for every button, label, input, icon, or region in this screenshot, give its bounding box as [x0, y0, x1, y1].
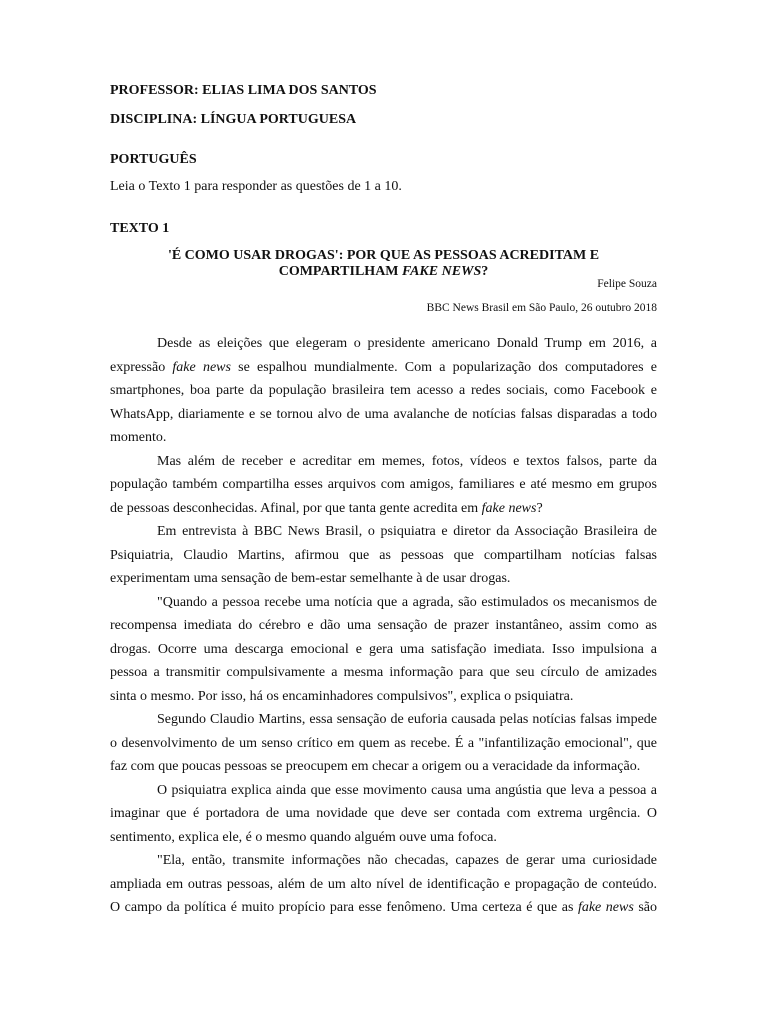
article-paragraph — [110, 591, 657, 709]
paragraph-line — [110, 896, 657, 920]
line-italic-text: fake news — [172, 359, 231, 375]
line-italic-text: fake news — [577, 900, 634, 915]
author-byline: Felipe Souza — [597, 278, 657, 290]
paragraph-line — [110, 450, 657, 474]
paragraph-line — [110, 732, 657, 756]
instruction-text: Leia o Texto 1 para responder as questões de 1 a 10. — [110, 179, 402, 194]
line-text: O campo da política é muito propício para esse fenômeno. Uma certeza é que as — [110, 900, 578, 915]
title-text: COMPARTILHAM — [278, 264, 403, 279]
line-text: população também compartilha esses arquivos com amigos, familiares e até mesmo em grupos — [110, 477, 657, 492]
line-text: ampliada em outras pessoas, além de um alto nível de identificação e propagação de conteúdo. — [110, 876, 657, 892]
paragraph-line — [110, 591, 657, 615]
line-text: ? — [536, 500, 543, 516]
article-paragraph — [110, 708, 657, 779]
section-heading: PORTUGUÊS — [110, 152, 197, 167]
paragraph-line — [110, 379, 657, 403]
paragraph-line — [110, 755, 657, 779]
article-body — [110, 332, 657, 920]
article-title-line-1: 'É COMO USAR DROGAS': POR QUE AS PESSOAS ACREDITAM E — [167, 248, 600, 263]
line-text: sentimento, explica ele, é o mesmo quando alguém ouve uma fofoca. — [110, 829, 497, 845]
line-text: "Quando a pessoa recebe uma notícia que a agrada, são estimulados os mecanismos de — [157, 594, 657, 610]
article-paragraph — [110, 520, 657, 591]
paragraph-line — [110, 567, 657, 591]
paragraph-line — [110, 426, 657, 450]
paragraph-line — [110, 497, 657, 521]
line-text: drogas. Ocorre uma descarga emocional e gera uma satisfação imediata. Isso impulsiona a — [110, 641, 657, 657]
title-punctuation: ? — [481, 264, 489, 279]
line-text: O psiquiatra explica ainda que esse movimento causa uma angústia que leva a pessoa a — [157, 782, 657, 798]
document-page — [110, 82, 657, 920]
paragraph-line — [110, 544, 657, 568]
line-text: expressão — [110, 359, 173, 375]
paragraph-line — [110, 356, 657, 380]
line-text: experimentam uma sensação de bem-estar semelhante à de usar drogas. — [110, 571, 511, 586]
professor-heading: PROFESSOR: ELIAS LIMA DOS SANTOS — [110, 83, 377, 98]
paragraph-line — [110, 826, 657, 850]
line-text: "Ela, então, transmite informações não checadas, capazes de gerar uma curiosidade — [157, 853, 657, 868]
paragraph-line — [110, 661, 657, 685]
line-text: imaginar que é portadora de uma novidade que deve ser contada com extrema urgência. O — [110, 806, 657, 821]
article-title — [110, 248, 657, 280]
paragraph-line — [110, 403, 657, 427]
line-text: pessoa a transmitir compulsivamente a mesma informação para que seu círculo de amizades — [110, 665, 657, 680]
line-text: o desenvolvimento de um senso crítico em quem as recebe. É a "infantilização emocional", que — [110, 735, 657, 751]
line-text: recompensa imediata do cérebro e dão uma sensação de prazer instantâneo, assim como as — [110, 618, 657, 633]
paragraph-line — [110, 685, 657, 709]
line-text: smartphones, boa parte da população brasileira tem acesso a redes sociais, como Facebook e — [110, 383, 657, 398]
article-paragraph — [110, 779, 657, 850]
line-italic-text: fake news — [481, 500, 537, 516]
paragraph-line — [110, 614, 657, 638]
paragraph-line — [110, 332, 657, 356]
line-text: sinta o mesmo. Por isso, há os encaminhadores compulsivos", explica o psiquiatra. — [110, 688, 574, 704]
paragraph-line — [110, 520, 657, 544]
title-italic-text: FAKE NEWS — [402, 264, 482, 279]
source-dateline: BBC News Brasil em São Paulo, 26 outubro 2018 — [426, 302, 657, 314]
paragraph-line — [110, 873, 657, 897]
paragraph-line — [110, 473, 657, 497]
line-text: de pessoas desconhecidas. Afinal, por que tanta gente acredita em — [110, 500, 482, 516]
line-text: Segundo Claudio Martins, essa sensação de euforia causada pelas notícias falsas impede — [157, 712, 657, 727]
line-text: Em entrevista à BBC News Brasil, o psiquiatra e diretor da Associação Brasileira de — [157, 524, 657, 539]
line-text: são — [633, 900, 658, 915]
article-paragraph — [110, 450, 657, 521]
line-text: WhatsApp, diariamente e se tornou alvo de uma avalanche de notícias falsas disparadas a todo — [110, 406, 657, 422]
line-text: faz com que poucas pessoas se preocupem em checar a origem ou a veracidade da informação. — [110, 759, 641, 774]
paragraph-line — [110, 802, 657, 826]
line-text: Psiquiatria, Claudio Martins, afirmou que as pessoas que compartilham notícias falsas — [110, 547, 657, 563]
line-text: se espalhou mundialmente. Com a popularização dos computadores e — [230, 359, 657, 375]
paragraph-line — [110, 779, 657, 803]
paragraph-line — [110, 849, 657, 873]
paragraph-line — [110, 638, 657, 662]
article-paragraph — [110, 332, 657, 450]
line-text: Mas além de receber e acreditar em memes, fotos, vídeos e textos falsos, parte da — [157, 453, 657, 469]
discipline-heading: DISCIPLINA: LÍNGUA PORTUGUESA — [110, 112, 357, 127]
line-text: momento. — [110, 430, 167, 445]
paragraph-line — [110, 708, 657, 732]
text-label: TEXTO 1 — [110, 221, 170, 236]
line-text: Desde as eleições que elegeram o presidente americano Donald Trump em 2016, a — [157, 336, 657, 351]
article-paragraph — [110, 849, 657, 920]
